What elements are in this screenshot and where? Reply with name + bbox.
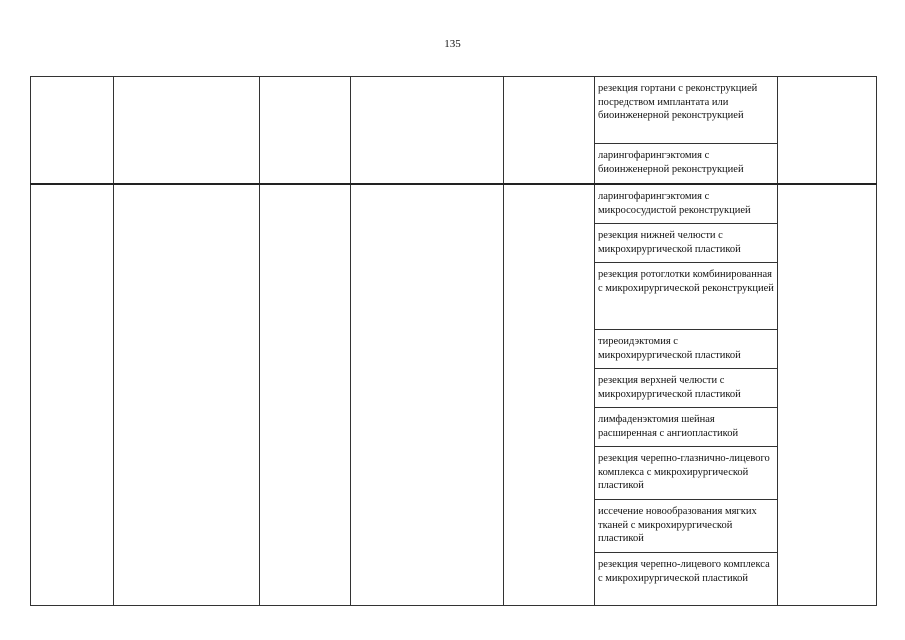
procedure-cell: иссечение новообразования мягких тканей с микрохирургической пластикой [595,500,778,553]
procedure-cell: тиреоидэктомия с микрохирургической пластикой [595,330,778,369]
procedures-table [30,76,877,606]
procedure-cell: лимфаденэктомия шейная расширенная с ангиопластикой [595,408,778,447]
empty-cell [778,184,877,606]
empty-cell [504,184,595,606]
empty-cell [114,184,260,606]
table-row [31,77,877,144]
empty-cell [31,184,114,606]
empty-cell [31,77,114,185]
empty-cell [504,77,595,185]
table-row [31,184,877,224]
procedure-cell: резекция гортани с реконструкцией посредством имплантата или биоинженерной реконструкцией [595,77,778,144]
empty-cell [351,77,504,185]
empty-cell [260,77,351,185]
empty-cell [778,77,877,185]
empty-cell [351,184,504,606]
procedure-cell: ларингофарингэктомия с биоинженерной реконструкцией [595,144,778,185]
procedure-cell: резекция верхней челюсти с микрохирургической пластикой [595,369,778,408]
procedure-cell: резекция нижней челюсти с микрохирургической пластикой [595,224,778,263]
empty-cell [114,77,260,185]
page-number: 135 [444,38,461,50]
procedures-table-wrapper [30,76,876,606]
procedure-cell: резекция ротоглотки комбинированная с микрохирургической реконструкцией [595,263,778,330]
empty-cell [260,184,351,606]
procedure-cell: ларингофарингэктомия с микрососудистой реконструкцией [595,184,778,224]
procedure-cell: резекция черепно-лицевого комплекса с микрохирургической пластикой [595,553,778,606]
procedure-cell: резекция черепно-глазнично-лицевого комплекса с микрохирургической пластикой [595,447,778,500]
